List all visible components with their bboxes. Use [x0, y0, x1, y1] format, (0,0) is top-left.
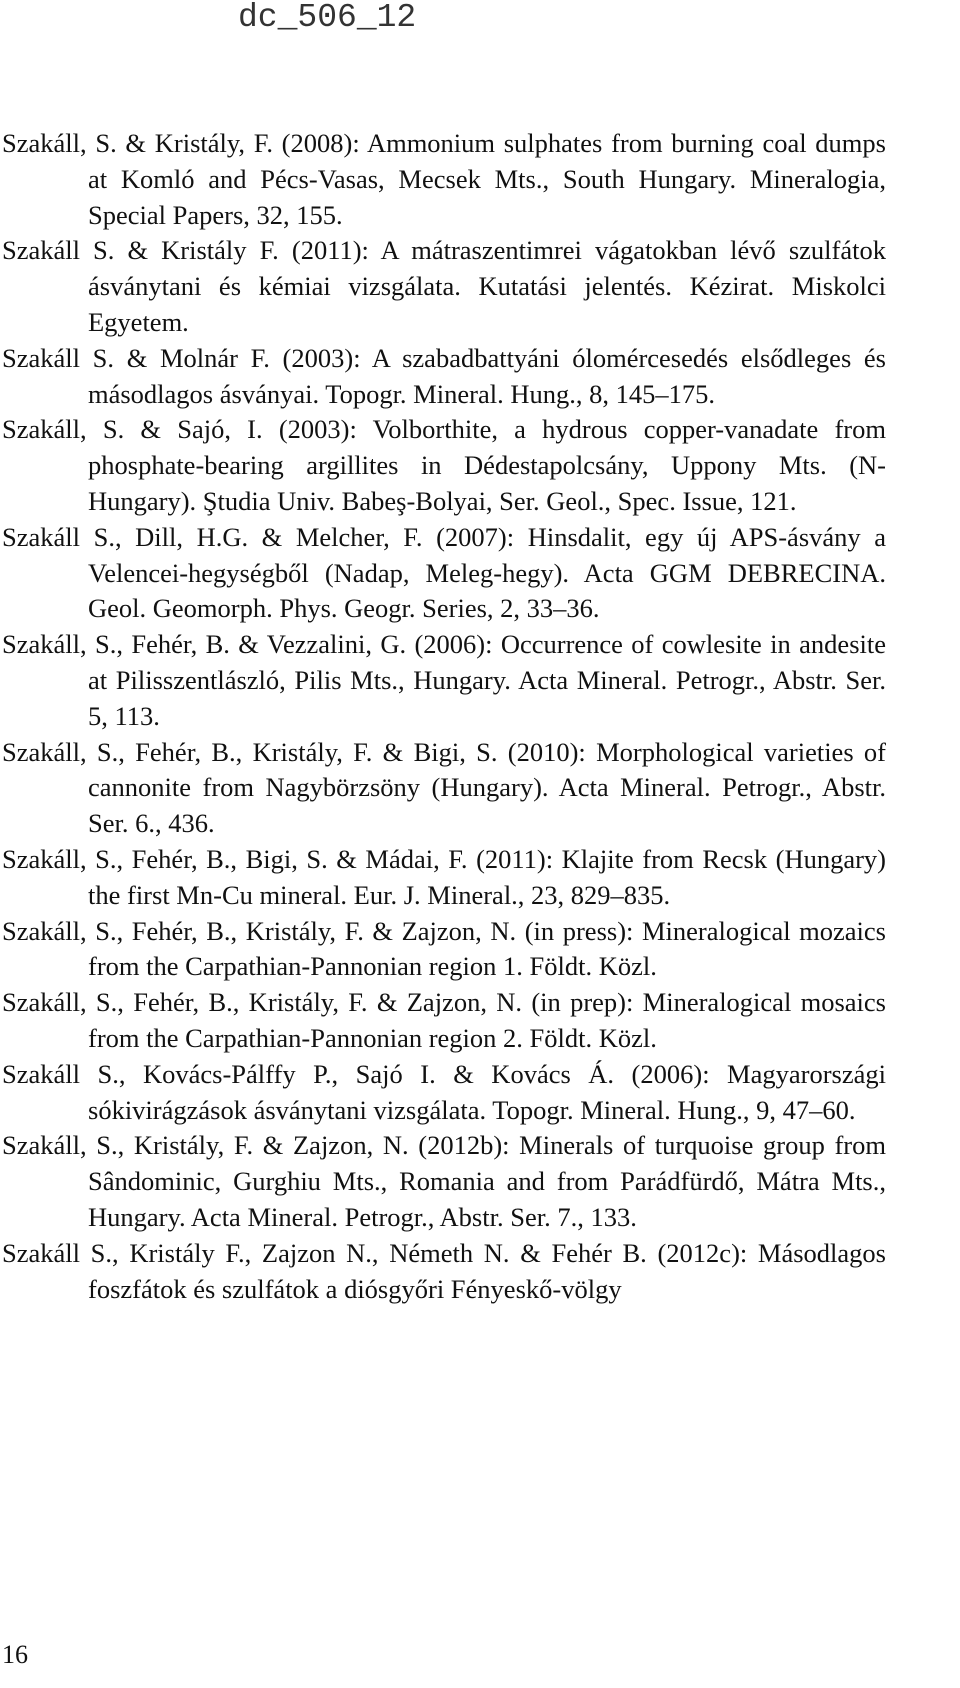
- document-id: dc_506_12: [238, 0, 417, 36]
- reference-entry: Szakáll S. & Kristály F. (2011): A mátraszentimrei vágatokban lévő szulfátok ásványtani és kémiai vizsgálata. Kutatási jelentés. Kézirat. Miskolci Egyetem.: [2, 235, 886, 337]
- reference-entry: Szakáll S. & Molnár F. (2003): A szabadbattyáni ólomércesedés elsődleges és másodlagos ásványai. Topogr. Mineral. Hung., 8, 145–175.: [2, 342, 886, 409]
- reference-entry: Szakáll S., Dill, H.G. & Melcher, F. (2007): Hinsdalit, egy új APS-ásvány a Velencei-hegységből (Nadap, Meleg-hegy). Acta GGM DEBRECINA. Geol. Geomorph. Phys. Geogr. Series, 2, 33–36.: [2, 521, 886, 624]
- reference-entry: Szakáll S., Kovács-Pálffy P., Sajó I. & Kovács Á. (2006): Magyarországi sókivirágzások ásványtani vizsgálata. Topogr. Mineral. Hung., 9, 47–60.: [2, 1058, 886, 1125]
- reference-entry: Szakáll S., Kristály F., Zajzon N., Németh N. & Fehér B. (2012c): Másodlagos foszfátok és szulfátok a diósgyőri Fényeskő-völgy: [2, 1237, 886, 1304]
- reference-entry: Szakáll, S., Fehér, B., Kristály, F. & Zajzon, N. (in prep): Mineralogical mosaics from the Carpathian-Pannonian region 2. Földt. Közl.: [2, 987, 886, 1053]
- reference-entry: Szakáll, S., Fehér, B., Kristály, F. & Bigi, S. (2010): Morphological varieties of cannonite from Nagybörzsöny (Hungary). Acta Mineral. Petrogr., Abstr. Ser. 6., 436.: [2, 736, 886, 839]
- reference-entry: Szakáll, S., Fehér, B., Kristály, F. & Zajzon, N. (in press): Mineralogical mozaics from the Carpathian-Pannonian region 1. Földt. Közl.: [2, 915, 886, 982]
- page-number: 16: [2, 1640, 28, 1669]
- reference-entry: Szakáll, S. & Kristály, F. (2008): Ammonium sulphates from burning coal dumps at Komló and Pécs-Vasas, Mecsek Mts., South Hungary. Mineralogia, Special Papers, 32, 155.: [2, 128, 886, 230]
- reference-list: [2, 126, 886, 1307]
- reference-entry: Szakáll, S., Kristály, F. & Zajzon, N. (2012b): Minerals of turquoise group from Sândominic, Gurghiu Mts., Romania and from Parádfürdő, Mátra Mts., Hungary. Acta Mineral. Petrogr., Abstr. Ser. 7., 133.: [2, 1130, 886, 1232]
- reference-entry: Szakáll, S. & Sajó, I. (2003): Volborthite, a hydrous copper-vanadate from phosphate-bearing argillites in Dédestapolcsány, Uppony Mts. (N-Hungary). Ştudia Univ. Babeş-Bolyai, Ser. Geol., Spec. Issue, 121.: [2, 414, 886, 516]
- reference-entry: Szakáll, S., Fehér, B., Bigi, S. & Mádai, F. (2011): Klajite from Recsk (Hungary) the first Mn-Cu mineral. Eur. J. Mineral., 23, 829–835.: [2, 843, 886, 910]
- reference-entry: Szakáll, S., Fehér, B. & Vezzalini, G. (2006): Occurrence of cowlesite in andesite at Pilisszentlászló, Pilis Mts., Hungary. Acta Mineral. Petrogr., Abstr. Ser. 5, 113.: [2, 629, 886, 731]
